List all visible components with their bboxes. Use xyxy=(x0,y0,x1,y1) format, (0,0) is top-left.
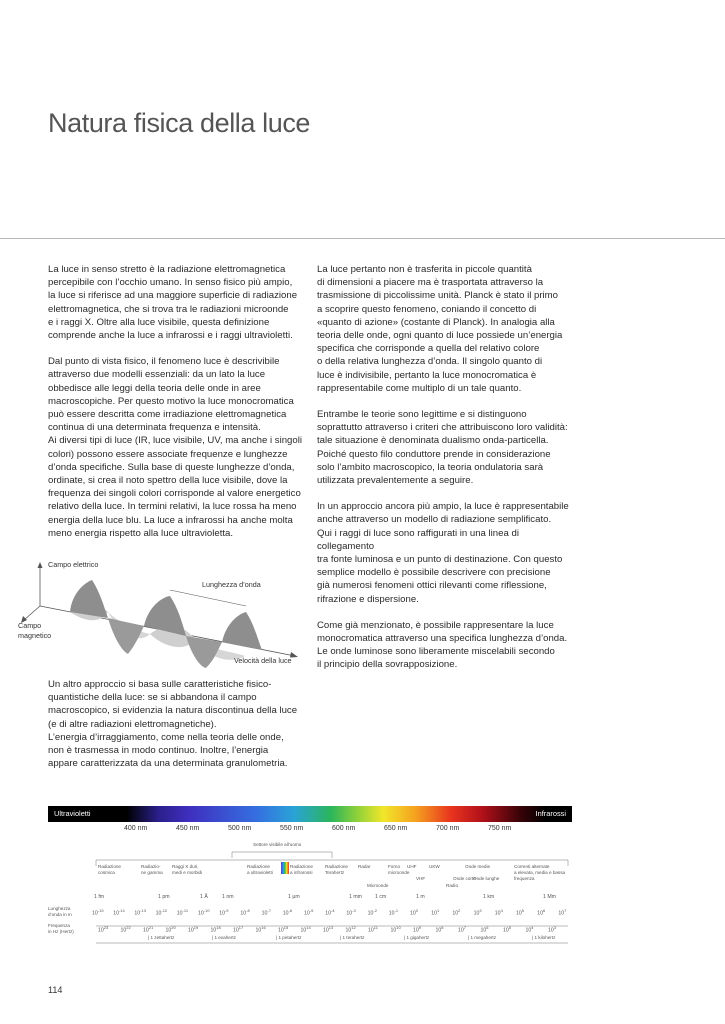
arrow-electric-icon xyxy=(38,562,43,568)
page-title: Natura fisica della luce xyxy=(48,108,311,138)
frequency-exponent: 17 xyxy=(238,925,244,930)
frequency-exponent: 4 xyxy=(531,925,534,930)
frequency-tick: $10^4$ xyxy=(525,925,534,934)
nm-tick-label: 750 nm xyxy=(488,825,512,832)
frequency-exponent: 7 xyxy=(463,925,467,930)
wavelength-exponent: -9 xyxy=(224,908,229,913)
header-divider xyxy=(0,238,725,239)
frequency-exponent: 22 xyxy=(126,925,131,930)
wavelength-exponent: -4 xyxy=(330,908,335,913)
visible-sector-label: Settore visibile all’uomo xyxy=(253,842,302,847)
frequency-tick: $10^{15}$ xyxy=(278,925,289,934)
wavelength-exponent: 0 xyxy=(415,908,419,913)
frequency-tick: $10^{21}$ xyxy=(143,925,154,934)
wavelength-tick: $10^1$ xyxy=(431,908,440,917)
sub-band-label: Onde corte xyxy=(453,876,476,881)
wavelength-tick: $10^3$ xyxy=(473,908,482,917)
label-magnetic-field: Campo magnetico xyxy=(18,621,52,640)
wavelength-exponent: -15 xyxy=(97,908,104,913)
wavelength-tick: $10^{-3}$ xyxy=(346,908,356,917)
wavelength-tick: $10^4$ xyxy=(494,908,503,917)
band-label: Onde medie xyxy=(465,864,491,869)
frequency-tick: $10^{19}$ xyxy=(188,925,199,934)
band-label: UHF xyxy=(407,864,417,869)
frequency-exponent: 19 xyxy=(193,925,199,930)
wavelength-exponent: 3 xyxy=(479,908,482,913)
paragraph: La luce in senso stretto è la radiazione elettromagnetica percepibile con l’occhio umano. In senso fisico più ampio, la luce si riferisce ad una maggiore superficie di radiazione elettromagnetica, che si trova tra le radiazioni microonde e i raggi X. Oltre alla luce visibile, questa definizione comprende anche la luce a infrarossi e i raggi ultravioletti. xyxy=(48,264,298,342)
frequency-tick: $10^{10}$ xyxy=(390,925,401,934)
wavelength-exponent: -13 xyxy=(140,908,146,913)
frequency-tick: $10^{13}$ xyxy=(323,925,334,934)
frequency-tick: $10^{11}$ xyxy=(368,925,378,934)
nm-tick-label: 550 nm xyxy=(280,825,304,832)
wavelength-tick: $10^2$ xyxy=(452,908,461,917)
sub-band-label: VHF xyxy=(416,876,426,881)
wavelength-exponent: -5 xyxy=(309,908,314,913)
scale-unit-label: 1 pm xyxy=(158,894,170,900)
paragraph: Dal punto di vista fisico, il fenomeno luce è descrivibile attraverso due modelli essenziali: da un lato la luce obbedisce alle leggi della teoria delle onde in aree macroscopiche. Per questo motivo la luce monocromatica può essere descritta come irradiazione elettromagnetica continua di una determinata frequenza e intensità. Ai diversi tipi di luce (IR, luce visibile, UV, ma anche i singoli colori) possono essere associate frequenze e lunghezze d’onda specifiche. Sulla base di queste lunghezze d’onda, ordinate, si crea il noto spettro della luce visibile, dove la frequenza dei singoli colori corrisponde al valore energetico relativo della luce. In termini relativi, la luce rossa ha meno energia della luce blu. La luce a infrarossi ha anche molta meno energia rispetto alla luce ultravioletta. xyxy=(48,356,302,539)
wavelength-exponent: 2 xyxy=(458,908,461,913)
band-label: Forno microonde xyxy=(388,864,410,875)
frequency-tick: $10^{17}$ xyxy=(233,925,244,934)
frequency-exponent: 8 xyxy=(441,925,444,930)
frequency-tick: $10^{20}$ xyxy=(165,925,176,934)
wavelength-exponent: -14 xyxy=(118,908,125,913)
scale-unit-label: 1 Å xyxy=(200,894,208,900)
frequency-axis-label: Frequenza in Hz (Hertz) xyxy=(48,923,74,934)
wavelength-tick: $10^{-10}$ xyxy=(198,908,210,917)
scale-unit-label: 1 Mm xyxy=(543,894,556,900)
frequency-tick: $10^{12}$ xyxy=(345,925,356,934)
band-label: Radiazione Terahertz xyxy=(325,864,348,875)
band-label: Radar xyxy=(358,864,371,869)
wavelength-exponent: 4 xyxy=(500,908,503,913)
wavelength-tick: $10^{-12}$ xyxy=(155,908,168,917)
nm-tick-label: 450 nm xyxy=(176,825,200,832)
band-label: Radiazio- ne gamma xyxy=(141,864,163,875)
band-label: Radiazione a ultravioletti xyxy=(247,864,273,875)
scale-unit-label: 1 km xyxy=(483,894,495,900)
frequency-tick: $10^3$ xyxy=(548,925,557,934)
wavelength-tick: $10^{-13}$ xyxy=(134,908,146,917)
frequency-unit-label: | 1 petahertz xyxy=(276,935,302,940)
wave-figure xyxy=(0,552,310,670)
wavelength-tick: $10^{-7}$ xyxy=(261,908,271,917)
nm-tick-label: 650 nm xyxy=(384,825,408,832)
wavelength-exponent: -1 xyxy=(394,908,399,913)
paragraph: La luce pertanto non è trasferita in piccole quantità di dimensioni a piacere ma è trasportata attraverso la trasmissione di piccolissime unità. Planck è stato il primo a scoprire questo fenomeno, coniando il concetto di «quanto di azione» (costante di Planck). In analogia alla teoria delle onde, ogni quanto di luce possiede un’energia specifica che corrisponde a quella del relativo colore o della relativa lunghezza d’onda. Il singolo quanto di luce è indivisibile, pertanto la luce monocromatica è rappresentabile come multiplo di un tale quanto. xyxy=(317,264,563,394)
paragraph: Un altro approccio si basa sulle caratteristiche fisico- quantistiche della luce: se si abbandona il campo macroscopico, si evidenzia la natura discontinua della luce (e di altre radiazioni elettromagnetiche). L’energia d’irraggiamento, come nella teoria delle onde, non è trasmessa in modo continuo. Inoltre, l’energia appare caratterizzata da una determinata granulometria. xyxy=(48,679,298,770)
paragraph: Entrambe le teorie sono legittime e si distinguono soprattutto attraverso i criteri che attribuiscono loro validità: tale situazione è denominata dualismo onda-particella. Poiché questo filo conduttore prende in considerazione solo l’ambito macroscopico, la teoria ondulatoria sarà utilizzata prevalentemente a seguire. xyxy=(317,409,568,487)
right-column xyxy=(317,263,575,685)
scale-unit-label: 1 m xyxy=(416,894,425,900)
scale-unit-label: 1 μm xyxy=(288,894,300,900)
band-label: UKW xyxy=(429,864,440,869)
wavelength-axis-label: Lunghezza d’onda in m xyxy=(48,906,72,917)
sub-band-label: Onde lunghe xyxy=(473,876,500,881)
scale-unit-label: 1 fm xyxy=(94,894,105,900)
frequency-exponent: 15 xyxy=(283,925,289,930)
wavelength-tick: $10^{-8}$ xyxy=(240,908,250,917)
paragraph: Come già menzionato, è possibile rappresentare la luce monocromatica attraverso una specifica lunghezza d’onda. Le onde luminose sono liberamente miscelabili secondo il principio della sovrapposizione. xyxy=(317,619,568,671)
label-electric-field: Campo elettrico xyxy=(48,560,99,569)
frequency-tick: $10^{18}$ xyxy=(210,925,221,934)
label-wavelength: Lunghezza d’onda xyxy=(202,580,261,589)
wave-diagram xyxy=(0,552,310,670)
frequency-exponent: 12 xyxy=(351,925,356,930)
nm-tick-label: 500 nm xyxy=(228,825,252,832)
band-label: Correnti alternate a elevata, media e bassa frequenza xyxy=(514,864,566,881)
paragraph: In un approccio ancora più ampio, la luce è rappresentabile anche attraverso un modello di radiazione semplificato. Qui i raggi di luce sono raffigurati in una linea di collegamento tra fonte luminosa e un punto di destinazione. Con questo semplice modello è possibile descrivere con precisione già numerosi fenomeni ottici rilevanti come riflessione, rifrazione e dispersione. xyxy=(317,501,569,605)
frequency-exponent: 18 xyxy=(216,925,221,930)
left-column xyxy=(48,263,306,553)
nm-tick-label: 600 nm xyxy=(332,825,356,832)
frequency-tick: $10^{23}$ xyxy=(98,925,109,934)
wavelength-tick: $10^6$ xyxy=(537,908,546,917)
frequency-tick: $10^6$ xyxy=(480,925,489,934)
wavelength-tick: $10^{-9}$ xyxy=(219,908,229,917)
frequency-exponent: 3 xyxy=(553,925,557,930)
scale-unit-label: 1 nm xyxy=(222,894,234,900)
label-speed-of-light: Velocità della luce xyxy=(234,656,292,665)
wavelength-tick: $10^{-4}$ xyxy=(325,908,335,917)
label-infrared: Infrarossi xyxy=(535,809,566,818)
wavelength-exponent: -2 xyxy=(373,908,377,913)
spectrum-bar xyxy=(48,806,572,822)
wavelength-tick: $10^{-1}$ xyxy=(388,908,399,917)
frequency-exponent: 5 xyxy=(508,925,512,930)
axis-magnetic xyxy=(24,606,40,620)
wavelength-tick: $10^{-11}$ xyxy=(176,908,189,917)
wavelength-tick: $10^0$ xyxy=(410,908,419,917)
nm-tick-label: 400 nm xyxy=(124,825,148,832)
frequency-unit-label: | 1 zettahertz xyxy=(148,935,175,940)
wavelength-exponent: 5 xyxy=(521,908,525,913)
wavelength-exponent: -6 xyxy=(288,908,293,913)
wavelength-exponent: -3 xyxy=(352,908,356,913)
wavelength-exponent: 6 xyxy=(542,908,546,913)
frequency-exponent: 10 xyxy=(396,925,401,930)
band-label: Radiazione cosmica xyxy=(98,864,121,875)
frequency-unit-label: | 1 kilohertz xyxy=(532,935,556,940)
band-label: Raggi X duri, medi e morbidi xyxy=(172,864,203,875)
wavelength-exponent: -12 xyxy=(161,908,168,913)
scale-unit-label: 1 cm xyxy=(375,894,387,900)
frequency-tick: $10^{14}$ xyxy=(300,925,311,934)
frequency-tick: $10^7$ xyxy=(458,925,467,934)
wavelength-exponent: -11 xyxy=(182,908,189,913)
frequency-tick: $10^{22}$ xyxy=(120,925,131,934)
wavelength-tick: $10^{-2}$ xyxy=(367,908,377,917)
frequency-exponent: 21 xyxy=(148,925,154,930)
wavelength-exponent: 7 xyxy=(564,908,567,913)
scale-unit-label: 1 mm xyxy=(349,894,362,900)
sub-band-label: Microonde xyxy=(367,883,389,888)
frequency-tick: $10^{16}$ xyxy=(255,925,266,934)
page-number: 114 xyxy=(48,985,63,995)
wavelength-exponent: 1 xyxy=(436,908,440,913)
wavelength-tick: $10^{-6}$ xyxy=(282,908,293,917)
frequency-exponent: 16 xyxy=(261,925,266,930)
wavelength-tick: $10^{-14}$ xyxy=(113,908,125,917)
frequency-exponent: 9 xyxy=(418,925,422,930)
frequency-exponent: 13 xyxy=(328,925,334,930)
frequency-unit-label: | 1 megahertz xyxy=(468,935,497,940)
frequency-unit-label: | 1 terahertz xyxy=(340,935,365,940)
frequency-tick: $10^8$ xyxy=(435,925,444,934)
label-ultraviolet: Ultravioletti xyxy=(54,809,91,818)
frequency-exponent: 23 xyxy=(103,925,109,930)
frequency-exponent: 6 xyxy=(486,925,489,930)
wavelength-tick: $10^7$ xyxy=(558,908,567,917)
left-column-bottom xyxy=(48,678,310,770)
wavelength-exponent: -8 xyxy=(246,908,250,913)
frequency-tick: $10^9$ xyxy=(413,925,422,934)
frequency-exponent: 14 xyxy=(306,925,311,930)
wavelength-tick: $10^{-15}$ xyxy=(92,908,104,917)
frequency-tick: $10^5$ xyxy=(503,925,512,934)
wavelength-exponent: -10 xyxy=(203,908,210,913)
wavelength-tick: $10^5$ xyxy=(516,908,525,917)
frequency-unit-label: | 1 exahertz xyxy=(212,935,236,940)
band-label: Radiazione a infrarossi xyxy=(290,864,313,875)
wavelength-tick: $10^{-5}$ xyxy=(304,908,314,917)
sub-band-label: Radio xyxy=(446,883,459,888)
frequency-exponent: 11 xyxy=(373,925,378,930)
nm-tick-label: 700 nm xyxy=(436,825,460,832)
spectrum-figure xyxy=(48,806,572,940)
frequency-exponent: 20 xyxy=(171,925,176,930)
wavelength-exponent: -7 xyxy=(267,908,271,913)
frequency-unit-label: | 1 gigahertz xyxy=(404,935,430,940)
